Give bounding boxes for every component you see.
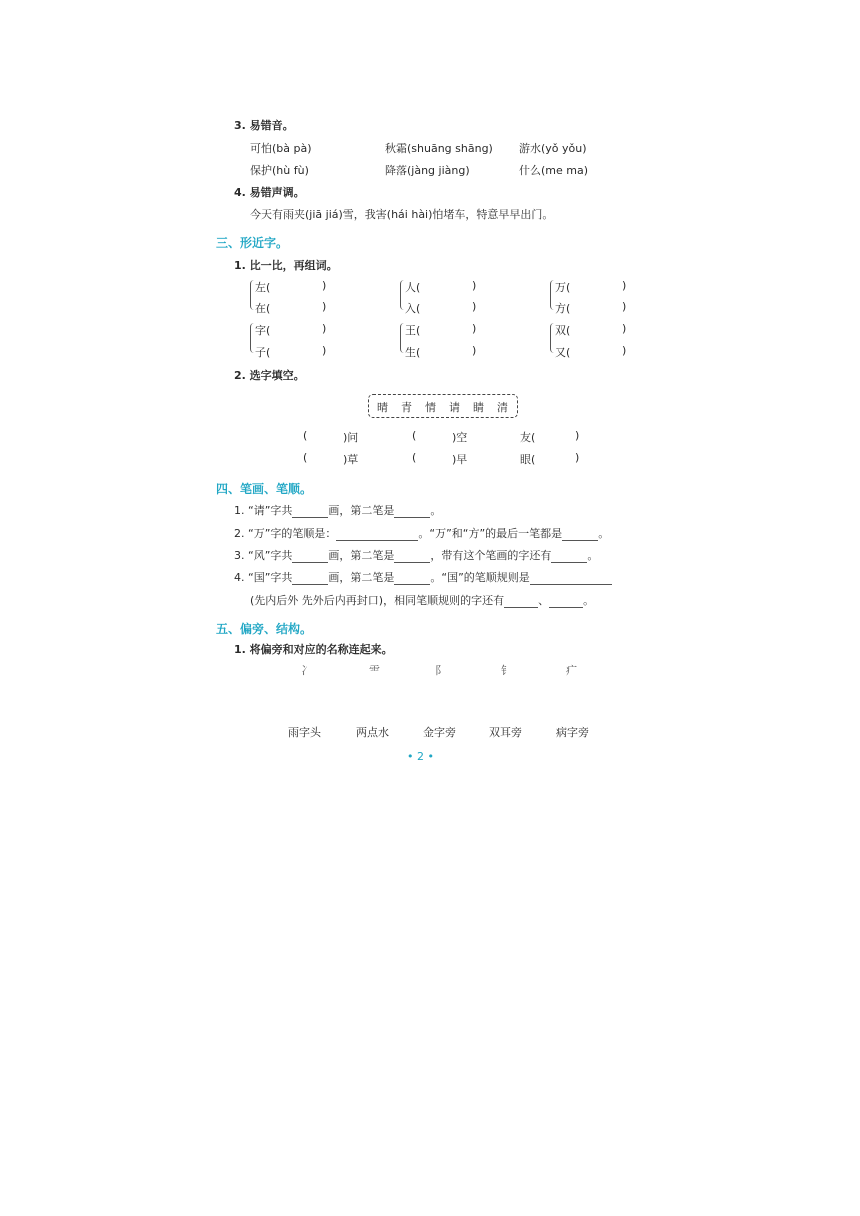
s3-q2-title: 2. 选字填空。 (234, 369, 305, 382)
choice-char: 清 (497, 401, 508, 414)
s3-q1-title: 1. 比一比，再组词。 (234, 259, 338, 272)
radical-item[interactable]: 阝 (435, 664, 446, 677)
q3-item-3: 游水(yǒ yǒu) (519, 142, 587, 155)
s4-line2: 2. “万”字的笔顺是： 。“万”和“方”的最后一笔都是 。 (234, 527, 610, 540)
pair-char: 入( (405, 302, 421, 315)
fill-open: ( (303, 451, 308, 464)
q3-item-5: 降落(jàng jiàng) (385, 164, 470, 177)
radical-item[interactable]: ⻗ (369, 664, 380, 677)
answer-blank[interactable] (292, 506, 328, 518)
pair-close: ) (472, 300, 477, 313)
fill-word: )草 (343, 453, 359, 466)
answer-blank[interactable] (292, 573, 328, 585)
choice-char: 请 (449, 401, 460, 414)
fill-word: )早 (452, 453, 468, 466)
s5-q1-title: 1. 将偏旁和对应的名称连起来。 (234, 643, 393, 656)
q3-title: 3. 易错音。 (234, 119, 294, 132)
pair-close: ) (622, 300, 627, 313)
pair-char: 左( (255, 281, 271, 294)
pair-close: ) (322, 279, 327, 292)
answer-blank[interactable] (530, 573, 612, 585)
pair-close: ) (472, 322, 477, 335)
fill-word: 眼( (520, 453, 536, 466)
pair-close: ) (472, 344, 477, 357)
q4-title: 4. 易错声调。 (234, 186, 305, 199)
pair-char: 双( (555, 324, 571, 337)
answer-blank[interactable] (336, 529, 418, 541)
section4-heading: 四、笔画、笔顺。 (216, 482, 313, 496)
pair-char: 子( (255, 346, 271, 359)
section3-heading: 三、形近字。 (216, 236, 289, 250)
pair-close: ) (622, 344, 627, 357)
choice-char: 睛 (473, 401, 484, 414)
pair-char: 方( (555, 302, 571, 315)
fill-open: ( (303, 429, 308, 442)
page-number: • 2 • (407, 750, 434, 763)
answer-blank[interactable] (394, 573, 430, 585)
choice-char: 青 (401, 401, 412, 414)
radical-name[interactable]: 病字旁 (556, 726, 589, 739)
s4-line1: 1. “请”字共 画，第二笔是 。 (234, 504, 442, 517)
pair-char: 万( (555, 281, 571, 294)
radical-name[interactable]: 金字旁 (423, 726, 456, 739)
pair-close: ) (322, 300, 327, 313)
fill-close: ) (575, 451, 580, 464)
pair-close: ) (322, 322, 327, 335)
radical-item[interactable]: 疒 (566, 664, 577, 677)
q3-item-4: 保护(hù fù) (250, 164, 309, 177)
fill-close: ) (575, 429, 580, 442)
fill-word: )问 (343, 431, 359, 444)
char-choice-box (368, 394, 518, 418)
answer-blank[interactable] (394, 551, 430, 563)
fill-word: 友( (520, 431, 536, 444)
q3-item-2: 秋霜(shuāng shāng) (385, 142, 493, 155)
answer-blank[interactable] (504, 596, 538, 608)
q4-text: 今天有雨夹(jiā jiá)雪，我害(hái hài)怕堵车，特意早早出门。 (250, 208, 554, 221)
radical-item[interactable]: 钅 (501, 664, 512, 677)
answer-blank[interactable] (551, 551, 587, 563)
radical-name[interactable]: 双耳旁 (489, 726, 522, 739)
pair-char: 王( (405, 324, 421, 337)
pair-char: 生( (405, 346, 421, 359)
fill-open: ( (412, 451, 417, 464)
s4-line4: 4. “国”字共 画，第二笔是 。“国”的笔顺规则是 (234, 569, 612, 585)
choice-char: 晴 (377, 401, 388, 414)
q3-item-1: 可怕(bà pà) (250, 142, 312, 155)
answer-blank[interactable] (292, 551, 328, 563)
pair-close: ) (322, 344, 327, 357)
s4-line5: (先内后外 先外后内再封口)，相同笔顺规则的字还有 、 。 (250, 594, 595, 607)
pair-char: 人( (405, 281, 421, 294)
q3-item-6: 什么(me ma) (519, 164, 589, 177)
choice-char: 情 (425, 401, 436, 414)
pair-char: 字( (255, 324, 271, 337)
section5-heading: 五、偏旁、结构。 (216, 622, 313, 636)
radical-item[interactable]: 冫 (301, 664, 312, 677)
radical-name[interactable]: 两点水 (356, 726, 389, 739)
answer-blank[interactable] (394, 506, 430, 518)
pair-close: ) (472, 279, 477, 292)
pair-char: 又( (555, 346, 571, 359)
answer-blank[interactable] (562, 529, 598, 541)
answer-blank[interactable] (549, 596, 583, 608)
radical-name[interactable]: 雨字头 (288, 726, 321, 739)
fill-word: )空 (452, 431, 468, 444)
fill-open: ( (412, 429, 417, 442)
pair-close: ) (622, 279, 627, 292)
pair-close: ) (622, 322, 627, 335)
pair-char: 在( (255, 302, 271, 315)
s4-line3: 3. “风”字共 画，第二笔是 ，带有这个笔画的字还有 。 (234, 549, 599, 562)
